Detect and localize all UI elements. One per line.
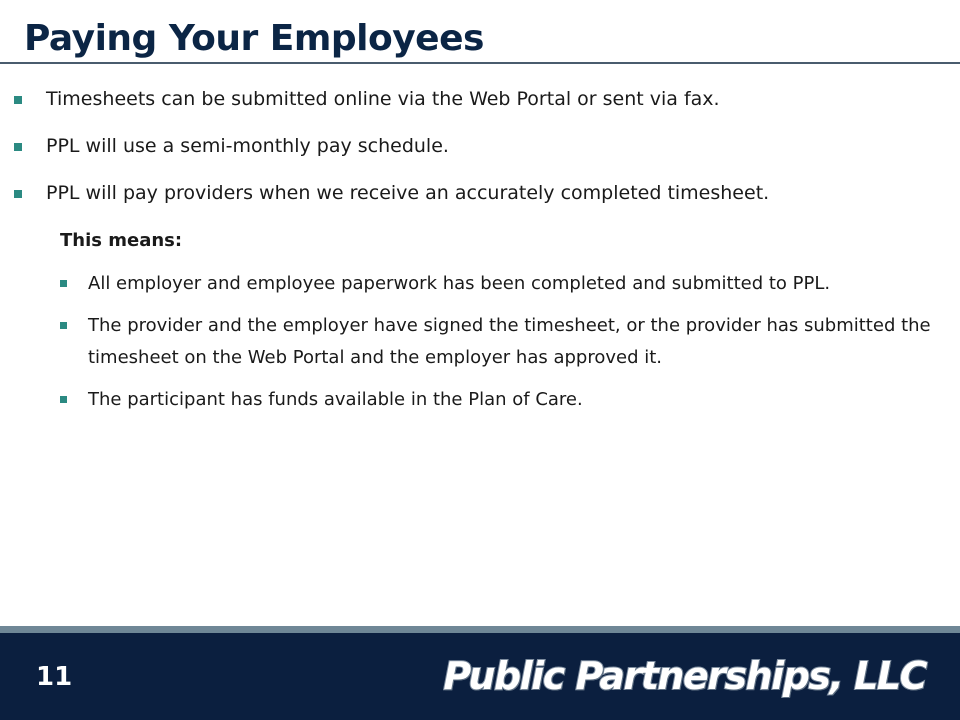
sub-bullet-text: All employer and employee paperwork has been completed and submitted to PPL.: [88, 273, 831, 294]
sub-bullet-item: [60, 268, 945, 300]
square-bullet-icon: [14, 190, 22, 198]
square-bullet-icon: [60, 280, 67, 287]
page-number: 11: [36, 662, 73, 692]
company-logo: Public Partnerships, LLC: [443, 654, 926, 698]
sub-bullet-text: The participant has funds available in the Plan of Care.: [88, 389, 583, 410]
title-divider: [0, 62, 960, 64]
bullet-item: [14, 86, 944, 113]
slide-footer: [0, 633, 960, 720]
bullet-text: PPL will use a semi-monthly pay schedule.: [46, 135, 449, 157]
square-bullet-icon: [60, 322, 67, 329]
section-heading: This means:: [60, 230, 183, 251]
slide-title: Paying Your Employees: [24, 18, 484, 59]
requirements-section: [60, 228, 945, 416]
bullet-text: PPL will pay providers when we receive an accurately completed timesheet.: [46, 182, 770, 204]
main-bullet-list: [14, 86, 944, 207]
bullet-item: [14, 133, 944, 160]
sub-bullet-item: [60, 310, 945, 374]
bullet-text: Timesheets can be submitted online via the Web Portal or sent via fax.: [46, 88, 720, 110]
bullet-item: [14, 180, 944, 207]
sub-bullet-text: The provider and the employer have signed the timesheet, or the provider has submitted the timesheet on the Web Portal and the employer has approved it.: [88, 315, 931, 368]
footer-accent-band: [0, 626, 960, 633]
square-bullet-icon: [60, 396, 67, 403]
square-bullet-icon: [14, 96, 22, 104]
sub-bullet-item: [60, 384, 945, 416]
square-bullet-icon: [14, 143, 22, 151]
